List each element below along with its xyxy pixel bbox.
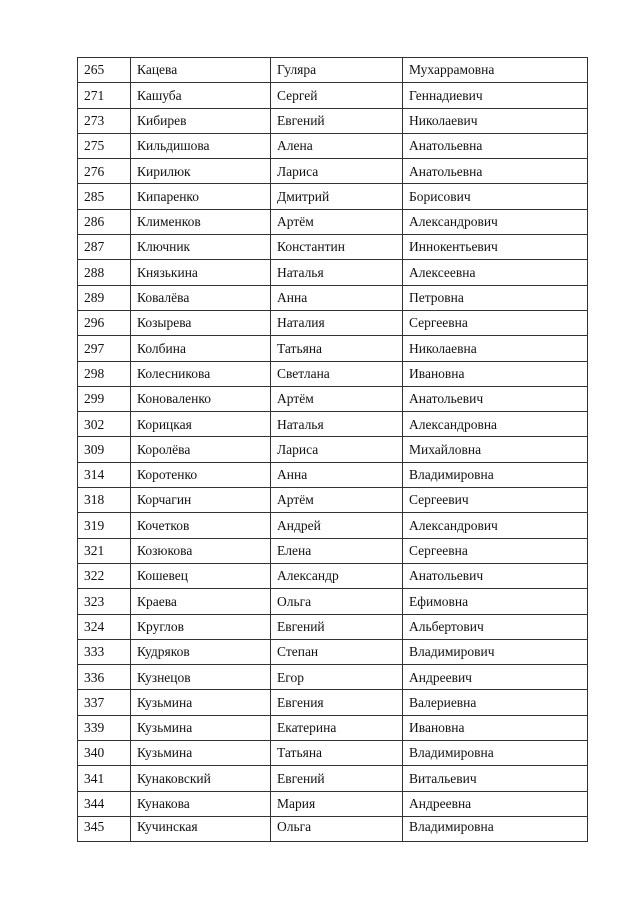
row-number-cell: 344 (78, 791, 131, 816)
first-name-cell: Сергей (271, 83, 403, 108)
table-row (78, 285, 588, 310)
first-name-cell: Лариса (271, 159, 403, 184)
first-name-cell: Лариса (271, 437, 403, 462)
last-name-cell: Козюкова (131, 538, 271, 563)
first-name-cell: Гуляра (271, 58, 403, 83)
row-number-cell: 321 (78, 538, 131, 563)
patronymic-cell: Геннадиевич (403, 83, 588, 108)
last-name-cell: Ключник (131, 235, 271, 260)
row-number-cell: 314 (78, 462, 131, 487)
first-name-cell: Татьяна (271, 741, 403, 766)
last-name-cell: Кунаковский (131, 766, 271, 791)
patronymic-cell: Алексеевна (403, 260, 588, 285)
table-row (78, 690, 588, 715)
row-number-cell: 339 (78, 715, 131, 740)
table-row (78, 538, 588, 563)
table-row (78, 715, 588, 740)
row-number-cell: 319 (78, 513, 131, 538)
last-name-cell: Кузьмина (131, 690, 271, 715)
last-name-cell: Колбина (131, 336, 271, 361)
row-number-cell: 333 (78, 639, 131, 664)
first-name-cell: Артём (271, 209, 403, 234)
last-name-cell: Козырева (131, 310, 271, 335)
first-name-cell: Дмитрий (271, 184, 403, 209)
last-name-cell: Кудряков (131, 639, 271, 664)
row-number-cell: 288 (78, 260, 131, 285)
table-row (78, 488, 588, 513)
last-name-cell: Ковалёва (131, 285, 271, 310)
patronymic-cell: Витальевич (403, 766, 588, 791)
name-list-body (78, 58, 588, 842)
row-number-cell: 337 (78, 690, 131, 715)
row-number-cell: 309 (78, 437, 131, 462)
first-name-cell: Степан (271, 639, 403, 664)
table-row (78, 310, 588, 335)
first-name-cell: Наталия (271, 310, 403, 335)
row-number-cell: 296 (78, 310, 131, 335)
last-name-cell: Круглов (131, 614, 271, 639)
last-name-cell: Кочетков (131, 513, 271, 538)
row-number-cell: 302 (78, 412, 131, 437)
last-name-cell: Кошевец (131, 563, 271, 588)
first-name-cell: Евгений (271, 766, 403, 791)
first-name-cell: Елена (271, 538, 403, 563)
table-row (78, 589, 588, 614)
table-row (78, 58, 588, 83)
patronymic-cell: Ивановна (403, 715, 588, 740)
first-name-cell: Артём (271, 488, 403, 513)
row-number-cell: 275 (78, 133, 131, 158)
patronymic-cell: Владимировна (403, 462, 588, 487)
table-row (78, 83, 588, 108)
last-name-cell: Коноваленко (131, 386, 271, 411)
patronymic-cell: Владимировна (403, 741, 588, 766)
last-name-cell: Кузьмина (131, 741, 271, 766)
last-name-cell: Кипаренко (131, 184, 271, 209)
patronymic-cell: Анатольевич (403, 563, 588, 588)
table-row (78, 665, 588, 690)
row-number-cell: 276 (78, 159, 131, 184)
first-name-cell: Анна (271, 285, 403, 310)
last-name-cell: Коротенко (131, 462, 271, 487)
row-number-cell: 265 (78, 58, 131, 83)
first-name-cell: Евгений (271, 614, 403, 639)
first-name-cell: Наталья (271, 260, 403, 285)
first-name-cell: Светлана (271, 361, 403, 386)
last-name-cell: Корчагин (131, 488, 271, 513)
last-name-cell: Кучинская (131, 816, 271, 841)
table-row (78, 159, 588, 184)
table-row (78, 184, 588, 209)
last-name-cell: Корицкая (131, 412, 271, 437)
row-number-cell: 318 (78, 488, 131, 513)
patronymic-cell: Анатольевич (403, 386, 588, 411)
patronymic-cell: Николаевна (403, 336, 588, 361)
patronymic-cell: Андреевна (403, 791, 588, 816)
first-name-cell: Анна (271, 462, 403, 487)
table-row (78, 133, 588, 158)
patronymic-cell: Ефимовна (403, 589, 588, 614)
row-number-cell: 271 (78, 83, 131, 108)
last-name-cell: Кибирев (131, 108, 271, 133)
first-name-cell: Татьяна (271, 336, 403, 361)
row-number-cell: 341 (78, 766, 131, 791)
patronymic-cell: Альбертович (403, 614, 588, 639)
patronymic-cell: Валериевна (403, 690, 588, 715)
table-row (78, 741, 588, 766)
last-name-cell: Кузнецов (131, 665, 271, 690)
first-name-cell: Екатерина (271, 715, 403, 740)
table-row (78, 639, 588, 664)
patronymic-cell: Андреевич (403, 665, 588, 690)
patronymic-cell: Анатольевна (403, 133, 588, 158)
table-row (78, 791, 588, 816)
row-number-cell: 298 (78, 361, 131, 386)
last-name-cell: Кильдишова (131, 133, 271, 158)
last-name-cell: Кунакова (131, 791, 271, 816)
first-name-cell: Андрей (271, 513, 403, 538)
row-number-cell: 287 (78, 235, 131, 260)
table-row (78, 462, 588, 487)
table-row (78, 766, 588, 791)
last-name-cell: Королёва (131, 437, 271, 462)
patronymic-cell: Иннокентьевич (403, 235, 588, 260)
patronymic-cell: Ивановна (403, 361, 588, 386)
patronymic-cell: Александрович (403, 513, 588, 538)
row-number-cell: 299 (78, 386, 131, 411)
first-name-cell: Ольга (271, 589, 403, 614)
row-number-cell: 285 (78, 184, 131, 209)
patronymic-cell: Сергеевна (403, 310, 588, 335)
table-row (78, 614, 588, 639)
last-name-cell: Кузьмина (131, 715, 271, 740)
patronymic-cell: Мухаррамовна (403, 58, 588, 83)
patronymic-cell: Владимировна (403, 816, 588, 841)
table-row (78, 209, 588, 234)
first-name-cell: Ольга (271, 816, 403, 841)
table-row (78, 260, 588, 285)
table-row (78, 361, 588, 386)
patronymic-cell: Петровна (403, 285, 588, 310)
row-number-cell: 273 (78, 108, 131, 133)
first-name-cell: Александр (271, 563, 403, 588)
table-row (78, 513, 588, 538)
patronymic-cell: Сергеевна (403, 538, 588, 563)
last-name-cell: Кирилюк (131, 159, 271, 184)
table-row (78, 108, 588, 133)
patronymic-cell: Александрович (403, 209, 588, 234)
first-name-cell: Евгения (271, 690, 403, 715)
table-row (78, 336, 588, 361)
table-row (78, 816, 588, 841)
last-name-cell: Кашуба (131, 83, 271, 108)
row-number-cell: 289 (78, 285, 131, 310)
last-name-cell: Краева (131, 589, 271, 614)
row-number-cell: 286 (78, 209, 131, 234)
patronymic-cell: Николаевич (403, 108, 588, 133)
table-row (78, 235, 588, 260)
first-name-cell: Мария (271, 791, 403, 816)
patronymic-cell: Александровна (403, 412, 588, 437)
row-number-cell: 340 (78, 741, 131, 766)
table-row (78, 412, 588, 437)
row-number-cell: 297 (78, 336, 131, 361)
first-name-cell: Алена (271, 133, 403, 158)
patronymic-cell: Владимирович (403, 639, 588, 664)
patronymic-cell: Михайловна (403, 437, 588, 462)
first-name-cell: Егор (271, 665, 403, 690)
table-row (78, 386, 588, 411)
patronymic-cell: Сергеевич (403, 488, 588, 513)
last-name-cell: Кацева (131, 58, 271, 83)
row-number-cell: 324 (78, 614, 131, 639)
first-name-cell: Константин (271, 235, 403, 260)
last-name-cell: Князькина (131, 260, 271, 285)
name-list-table (77, 57, 588, 842)
row-number-cell: 323 (78, 589, 131, 614)
table-row (78, 563, 588, 588)
first-name-cell: Артём (271, 386, 403, 411)
last-name-cell: Колесникова (131, 361, 271, 386)
last-name-cell: Клименков (131, 209, 271, 234)
first-name-cell: Евгений (271, 108, 403, 133)
row-number-cell: 345 (78, 816, 131, 841)
patronymic-cell: Анатольевна (403, 159, 588, 184)
table-row (78, 437, 588, 462)
row-number-cell: 336 (78, 665, 131, 690)
row-number-cell: 322 (78, 563, 131, 588)
patronymic-cell: Борисович (403, 184, 588, 209)
first-name-cell: Наталья (271, 412, 403, 437)
